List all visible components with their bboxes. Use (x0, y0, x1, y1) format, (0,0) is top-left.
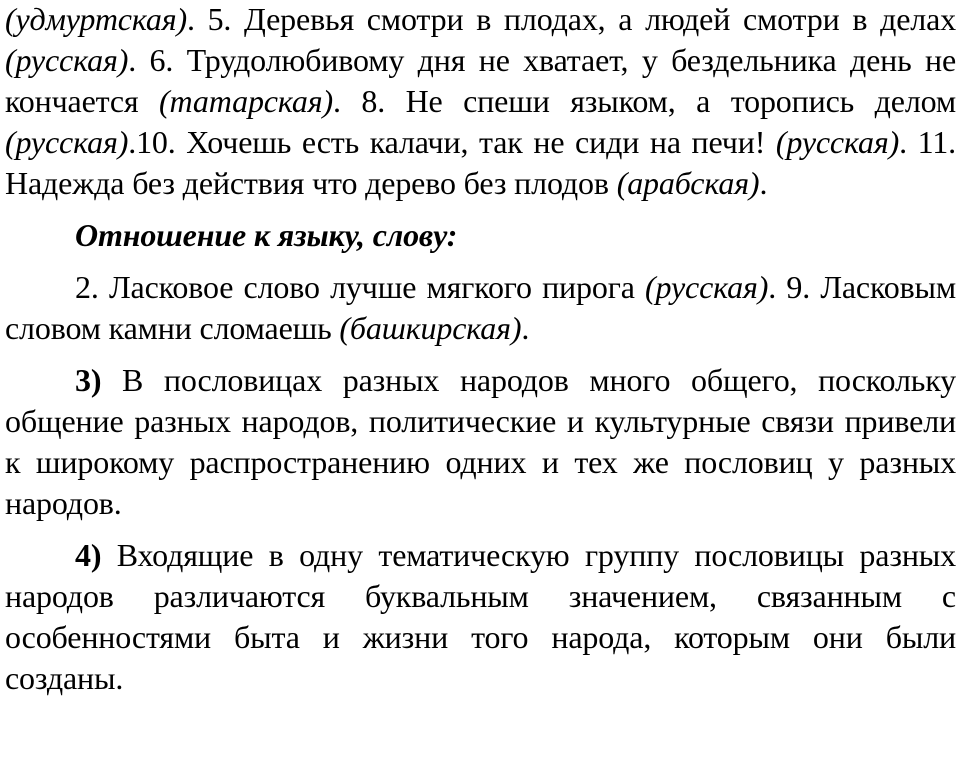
proverb-8: 8. Не спеши языком, а торопись делом (361, 83, 956, 119)
origin-bashkir: (башкирская) (339, 310, 522, 346)
sentence-tail: . (128, 42, 150, 78)
origin-arabic: (арабская) (616, 165, 760, 201)
sentence-tail: . (332, 83, 362, 119)
sentence-tail: . (768, 269, 787, 305)
origin-russian: (русская) (5, 124, 129, 160)
sentence-tail: . (759, 165, 768, 201)
proverb-11: 11. Надежда без действия что дерево без плодов (5, 124, 956, 201)
proverb-9: 9. Ласковым словом камни сломаешь (5, 269, 957, 346)
answer-number-4: 4) (75, 537, 102, 573)
origin-russian: (русская) (5, 42, 129, 78)
answer-paragraph-4 (5, 535, 956, 699)
origin-tatar: (татарская) (159, 83, 333, 119)
origin-udmurt: (удмуртская) (5, 1, 187, 37)
answer-text-3: В пословицах разных народов много общего, поскольку общение разных народов, политические и культурные связи привели к широкому распространению одних и тех же пословиц у разных народов. (5, 362, 956, 521)
origin-russian: (русская) (645, 269, 769, 305)
sentence-tail: . (186, 1, 208, 37)
proverbs-paragraph-work (5, 0, 956, 204)
sentence-tail: . (899, 124, 918, 160)
proverb-6: 6. Трудолюбивому дня не хватает, у бездельника день не кончается (5, 42, 957, 119)
sentence-tail: . (521, 310, 530, 346)
proverb-5: 5. Деревья смотри в плодах, а людей смотри в делах (207, 1, 956, 37)
proverb-2: 2. Ласковое слово лучше мягкого пирога (75, 269, 646, 305)
answer-number-3: 3) (75, 362, 102, 398)
answer-text-4: Входящие в одну тематическую группу пословицы разных народов различаются буквальным значением, связанным с особенностями быта и жизни того народа, которым они были созданы. (5, 537, 956, 696)
answer-paragraph-3 (5, 360, 956, 524)
proverb-10: 10. Хочешь есть калачи, так не сиди на печи! (136, 124, 776, 160)
origin-russian: (русская) (775, 124, 900, 160)
section-heading-language: Отношение к языку, слову: (75, 217, 458, 253)
sentence-tail: . (128, 124, 137, 160)
proverbs-paragraph-language (5, 267, 956, 349)
